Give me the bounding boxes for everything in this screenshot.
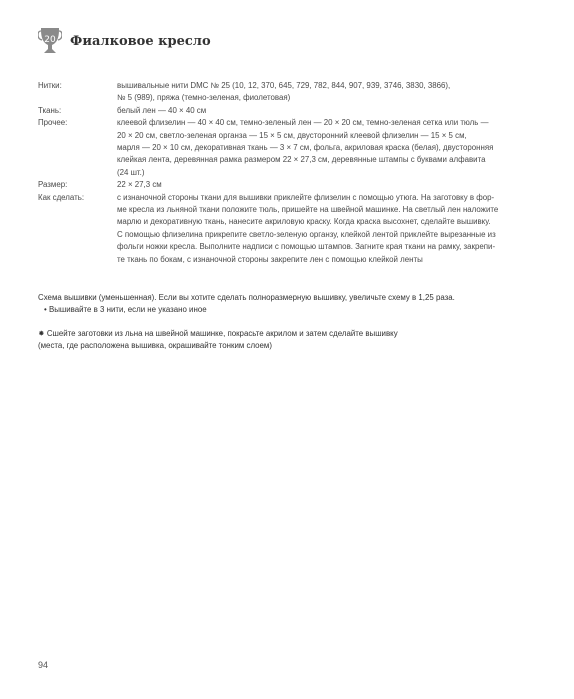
specs-table: [38, 80, 538, 266]
thread-note: • Вышивайте в 3 нити, если не указано иное: [44, 305, 207, 314]
spec-label: Нитки:: [38, 81, 62, 90]
spec-label: Прочее:: [38, 118, 68, 128]
spec-line: белый лен — 40 × 40 см: [117, 105, 207, 115]
asterisk-icon: ⁕: [38, 329, 45, 338]
page-number: 94: [38, 660, 49, 670]
spec-value: [117, 80, 538, 105]
spec-label: Размер:: [38, 180, 68, 190]
asterisk-note-text: Сшейте заготовки из льна на швейной машинке, покрасьте акрилом и затем сделайте вышивку: [46, 329, 398, 338]
spec-value: [117, 179, 538, 191]
spec-line: фольги ножки кресла. Выполните надписи с помощью штампов. Загните края ткани на рамку, закрепи-: [117, 242, 496, 252]
asterisk-note-continued: (места, где расположена вышивка, окрашивайте тонким слоем): [38, 341, 272, 350]
spec-line: марлю и декоративную ткань, нанесите акриловую краску. Когда краска высохнет, сделайте вышивку.: [117, 217, 491, 227]
spec-line: с изнаночной стороны ткани для вышивки приклейте флизелин с помощью утюга. На заготовку в фор-: [117, 192, 495, 202]
spec-line: (24 шт.): [117, 167, 145, 177]
spec-row-other: [38, 117, 538, 179]
spec-value: [117, 117, 538, 179]
page-title: Фиалковое кресло: [70, 33, 211, 49]
pattern-number: 20: [44, 35, 56, 45]
spec-line: ме кресла из льняной ткани положите тюль, пришейте на швейной машинке. На светлый лен наложите: [117, 205, 499, 215]
spec-value: [117, 105, 538, 117]
spec-line: С помощью флизелина прикрепите светло-зеленую органзу, клейкой лентой приклейте вырезанные из: [117, 229, 496, 239]
spec-line: марля — 20 × 10 см, декоративная ткань — 3 × 7 см, фольга, акриловая краска (белая), двусторонняя: [117, 143, 494, 153]
spec-label: Как сделать:: [38, 192, 85, 202]
spec-line: клейкая лента, деревянная рамка размером 22 × 27,3 см, деревянные штампы с буквами алфавита: [117, 155, 486, 165]
trophy-icon: [38, 26, 62, 56]
spec-value: [117, 192, 538, 266]
scheme-note: Схема вышивки (уменьшенная). Если вы хотите сделать полноразмерную вышивку, увеличьте схему в 1,25 раза.: [38, 293, 455, 302]
spec-label: Ткань:: [38, 105, 62, 115]
spec-row-size: [38, 179, 538, 191]
asterisk-note: [38, 328, 538, 340]
spec-row-howto: [38, 192, 538, 266]
section-header: [38, 26, 211, 56]
spec-line: вышивальные нити DMC № 25 (10, 12, 370, 645, 729, 782, 844, 907, 939, 3746, 3830, 3866),: [117, 81, 451, 90]
spec-row-fabric: [38, 105, 538, 117]
spec-row-threads: [38, 80, 538, 105]
spec-line: 22 × 27,3 см: [117, 180, 162, 190]
spec-line: клеевой флизелин — 40 × 40 см, темно-зеленый лен — 20 × 20 см, темно-зеленая сетка или тюль —: [117, 118, 489, 128]
spec-line: № 5 (989), пряжа (темно-зеленая, фиолетовая): [117, 93, 291, 103]
spec-line: те ткань по бокам, с изнаночной стороны закрепите лен с помощью клейкой ленты: [117, 254, 423, 264]
notes-section: [38, 292, 538, 352]
spec-line: 20 × 20 см, светло-зеленая органза — 15 × 5 см, двусторонний клеевой флизелин — 15 × 5 см,: [117, 130, 467, 140]
